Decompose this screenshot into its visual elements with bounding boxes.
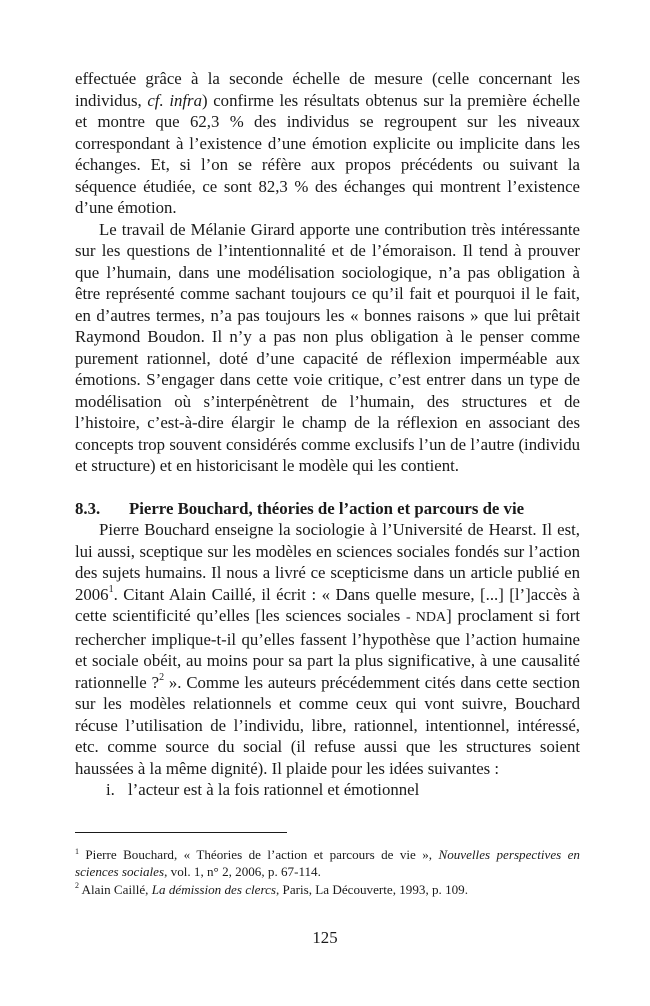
- page-number: 125: [312, 928, 338, 947]
- text-run: . Citant Alain Caillé, il écrit : « Dans quelle mesure, [...] [l’]accès à cette scientificité qu’elles [les sciences sociales: [75, 584, 580, 625]
- text-run: Pierre Bouchard, « Théories de l’action et parcours de vie »,: [79, 847, 439, 862]
- nda-note: - NDA: [406, 610, 447, 625]
- text-run: ». Comme les auteurs précédemment cités dans cette section sur les modèles relationnels et comme ceux qui vont suivre, Bouchard récuse l’utilisation de l’individu, libre, rationnel, intentionnel, intéressé, etc. comme source du social (il refuse aussi que les structures soient haussées à la même dignité). Il plaide pour les idées suivantes :: [75, 672, 580, 778]
- section-title: Pierre Bouchard, théories de l’action et parcours de vie: [129, 498, 525, 518]
- text-run: Alain Caillé,: [79, 881, 152, 897]
- text-run: ) confirme les résultats obtenus sur la première échelle et montre que 62,3 % des individus se regroupent sur les niveaux correspondant à l’existence d’une émotion explicite ou implicite dans les échanges. Et, si l’on se réfère aux propos précédents ou suivant la séquence étudiée, ce sont 82,3 % des échanges qui montrent l’existence d’une émotion.: [75, 90, 581, 217]
- section-number: 8.3.: [75, 498, 101, 518]
- list-item: [75, 779, 580, 801]
- footnote-1: [75, 846, 580, 881]
- italic-text: La démission des clercs: [151, 881, 276, 897]
- text-run: , vol. 1, n° 2, 2006, p. 67-114.: [164, 864, 321, 880]
- footnote-divider: [75, 832, 287, 833]
- text-run: effectuée grâce à la seconde échelle de mesure (celle concernant les individus,: [75, 69, 580, 110]
- paragraph-3: [75, 519, 580, 779]
- paragraph-1: [75, 68, 580, 219]
- footnotes: [75, 846, 580, 898]
- page-body: [75, 68, 580, 801]
- text-run: ] proclament si fort rechercher implique-t-il qu’elles fassent l’hypothèse que l’action humaine et sociale obéit, au moins pour sa part la plus significative, à une causalité rationnelle ?: [75, 606, 580, 692]
- footnote-number: 1: [75, 846, 79, 856]
- italic-text: Nouvelles perspectives en sciences sociales: [75, 847, 580, 880]
- section-heading: [75, 498, 580, 520]
- text-run: , Paris, La Découverte, 1993, p. 109.: [276, 881, 468, 897]
- footnote-2: [75, 881, 580, 898]
- text-run: Pierre Bouchard enseigne la sociologie à l’Université de Hearst. Il est, lui aussi, sceptique sur les modèles en sciences sociales fondés sur l’action des sujets humains. Il nous a livré ce scepticisme dans un article publié en 2006: [75, 520, 580, 604]
- footnote-number: 2: [75, 881, 79, 891]
- paragraph-2: Le travail de Mélanie Girard apporte une contribution très intéressante sur les questions de l’intentionnalité et de l’émoraison. Il tend à prouver que l’humain, dans une modélisation sociologique, n’a pas obligation à être représenté comme sachant toujours ce qu’il fait et pourquoi il le fait, en d’autres termes, n’a pas toujours les « bonnes raisons » que lui prêtait Raymond Boudon. Il n’y a pas non plus obligation à le penser comme purement rationnel, doté d’une capacité de réflexion imperméable aux émotions. S’engager dans cette voie critique, c’est entrer dans un type de modélisation où s’interpénètrent de l’humain, des structures et de l’histoire, c’est-à-dire élargir le champ de la réflexion en associant des concepts trop souvent considérés comme exclusifs l’un de l’autre (individu et structure) et en historicisant le modèle qui les contient.: [75, 219, 580, 475]
- list-marker: i.: [106, 780, 115, 799]
- italic-text: cf. infra: [147, 90, 202, 110]
- footnote-ref-2[interactable]: 2: [159, 671, 165, 683]
- list-item-text: l’acteur est à la fois rationnel et émotionnel: [128, 780, 420, 799]
- footnote-ref-1[interactable]: 1: [108, 583, 114, 595]
